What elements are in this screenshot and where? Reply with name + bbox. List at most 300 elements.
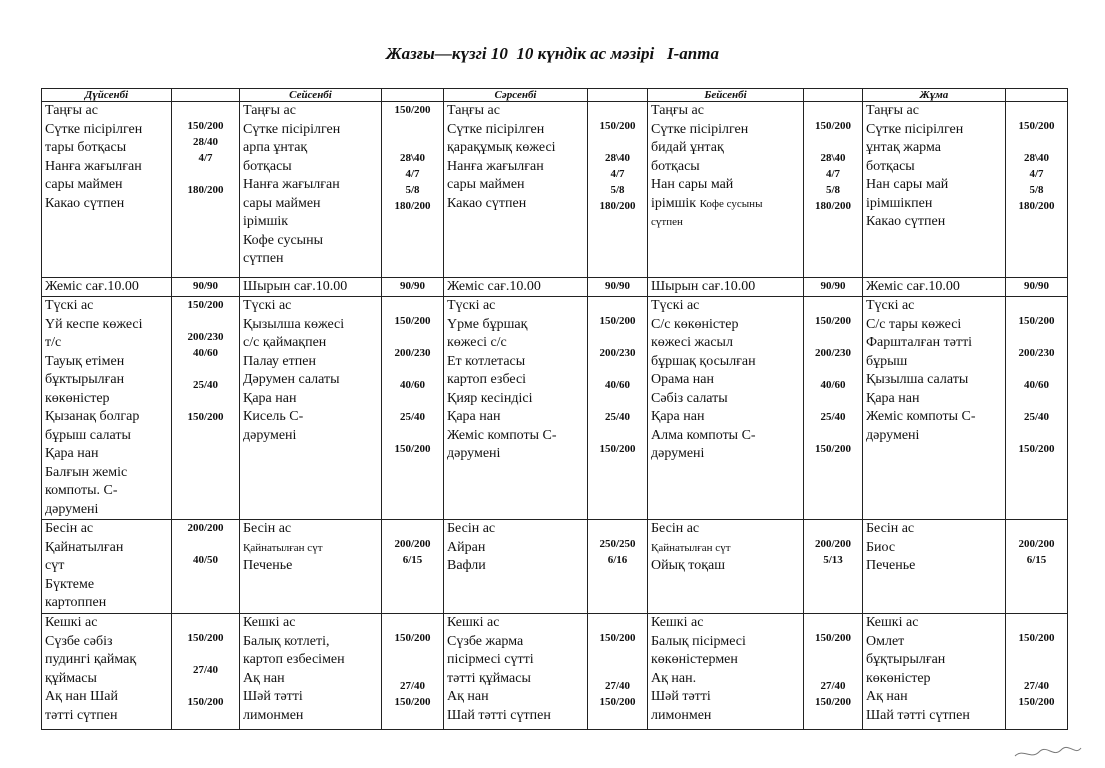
weight-line [175,393,236,409]
dish-line: бұрыш салаты [45,427,131,443]
weight-line [1009,425,1064,441]
weight-line [175,614,236,630]
weight-line [385,646,440,662]
dish-line: Шәй тәтті [243,689,303,704]
dish-line: сары маймен [447,177,525,192]
dish-line: Шай тәтті сүтпен [447,707,551,723]
lunch-weights [804,297,863,520]
snack-dish: Жеміс сағ.10.00 [863,278,1006,297]
dish-line: көкөністер [45,390,110,406]
weight-line [1009,297,1064,313]
dish-line: Какао сүтпен [866,214,946,229]
meal-row-snack [42,278,1068,297]
breakfast-weights [588,102,648,278]
dish-line: Орама нан [651,372,714,387]
dish-line: Үй кеспе көжесі [45,316,143,332]
meal-row-lunch [42,297,1068,520]
weight-line: 6/15 [1026,554,1047,566]
dinner-weights [804,614,863,730]
weight-line [807,134,859,150]
dish-line: көжесі жасыл [651,335,733,350]
weight-line: 4/7 [405,168,420,180]
dish-line: лимонмен [243,707,304,723]
afternoon-dishes [42,520,172,614]
weight-line [807,662,859,678]
weight-line: 150/200 [187,696,224,708]
dish-line: дәрумені [243,427,297,443]
snack-dish: Жеміс сағ.10.00 [42,278,172,297]
weight-line: 180/200 [599,200,636,212]
weight-line [591,393,644,409]
signature-mark [1013,744,1083,762]
weight-line: 150/200 [394,443,431,455]
dish-line: дәрумені [45,501,99,517]
dish-line: дәрумені [651,446,705,461]
dish-line: сүтпен [651,216,683,228]
dish-line: көкөністермен [651,652,738,667]
weight-line [1009,361,1064,377]
dish-line: дәрумені [447,446,501,461]
afternoon-weights [588,520,648,614]
weight-line [807,614,859,630]
weight-line [1009,662,1064,678]
dish-line: Нан сары май [651,177,734,192]
dish-line: пісірмесі сүтті [447,652,534,667]
snack-weight: 90/90 [382,278,444,297]
dish-line: Қара нан [651,409,705,424]
dish-line: қарақұмық көжесі [447,140,556,155]
dish-line: картоппен [45,595,107,610]
lunch-weights [588,297,648,520]
dish-line: Қара нан [243,390,297,406]
weight-line: 25/40 [604,411,631,423]
dish-line: Қызылша көжесі [243,316,345,332]
weight-line: 4/7 [610,168,625,180]
weight-line: 28\40 [820,152,846,164]
weight-line: 150/200 [599,696,636,708]
menu-table [41,88,1068,730]
weight-line [591,361,644,377]
weight-line [1009,646,1064,662]
dish-line: Қияр кесіндісі [447,390,533,406]
dish-line: Сәбіз салаты [651,390,728,406]
afternoon-weights [172,520,240,614]
dish-line: Кешкі ас [45,615,98,630]
dish-line: Жеміс компоты С- [447,427,557,443]
dish-line: Түскі ас [866,298,915,313]
dish-line: Какао сүтпен [447,195,527,211]
dish-line: Таңғы ас [866,103,919,118]
weight-line: 5/8 [1029,184,1044,196]
weight-line: 28\40 [399,152,426,164]
dish-line: Бүктеме [45,576,95,592]
weight-line: 150/200 [814,443,852,455]
weight-line: 150/200 [814,696,852,708]
dish-line: Сүтке пісірілген [45,121,143,137]
weight-line: 200/200 [814,538,852,550]
weight-line: 5/8 [405,184,420,196]
weight-line: 200/200 [187,522,224,534]
dish-line: Кешкі ас [243,615,296,630]
weight-line: 150/200 [1018,120,1055,132]
weight-line [385,361,440,377]
dish-line: бидай ұнтақ [651,140,724,155]
weight-line [175,646,236,662]
dish-line: Айран [447,539,486,555]
weight-line [807,393,859,409]
dish-line: Таңғы ас [651,103,704,118]
dish-line: Ет котлетасы [447,353,526,369]
weight-line [1009,102,1064,118]
weight-line [807,329,859,345]
afternoon-weights [382,520,444,614]
dish-line: ботқасы [243,158,292,174]
dish-line: с/с қаймақпен [243,335,327,350]
dish-line: Сүзбе сәбіз [45,633,113,649]
dish-line: Фаршталған тәтті [866,335,973,350]
dish-line: Қайнатылған [45,539,124,555]
weight-line [385,393,440,409]
breakfast-weights [1006,102,1068,278]
afternoon-weights [804,520,863,614]
dish-line: сары маймен [243,195,321,211]
dinner-weights [1006,614,1068,730]
weight-line: 250/250 [599,538,636,550]
weight-line [385,425,440,441]
lunch-dishes [444,297,588,520]
weight-line: 150/200 [187,120,224,132]
dish-line: Қара нан [447,409,501,424]
weight-line: 40/60 [192,347,219,359]
dish-line: бұқтырылған [866,652,946,667]
weight-line: 150/200 [1018,632,1055,644]
weight-line [1009,134,1064,150]
snack-weight: 90/90 [172,278,240,297]
dish-line: бұрыш [866,353,908,369]
weight-line: 180/200 [1018,200,1055,212]
dish-line: Ақ нан [447,689,489,704]
dish-line: Шәй тәтті [651,689,711,704]
dish-line: Нанға жағылған [45,158,142,174]
weight-line: 28/40 [192,136,219,148]
dish-line: Бесін ас [243,521,292,536]
breakfast-weights [172,102,240,278]
lunch-dishes [240,297,382,520]
weight-line [807,102,859,118]
weight-line [591,520,644,536]
dinner-weights [382,614,444,730]
afternoon-weights [1006,520,1068,614]
weight-line: 200/230 [394,347,431,359]
snack-weight: 90/90 [804,278,863,297]
snack-dish: Шырын сағ.10.00 [240,278,382,297]
dish-line: Ойық тоқаш [651,558,726,573]
dish-line: Кешкі ас [651,615,704,630]
dish-line: Таңғы ас [45,103,98,118]
dish-line: Нанға жағылған [243,177,340,192]
dish-line: Бесін ас [45,521,94,536]
lunch-dishes [648,297,804,520]
dinner-dishes [240,614,382,730]
dish-line: Үрме бұршақ [447,316,528,332]
weight-line [385,118,440,134]
dish-line: Ақ нан Шай [45,689,118,704]
weight-line: 25/40 [192,379,219,391]
weight-line [591,102,644,118]
dinner-dishes [863,614,1006,730]
weight-line: 28\40 [604,152,631,164]
dish-line: Нанға жағылған [447,158,544,174]
weight-line: 150/200 [394,632,431,644]
weight-line [591,662,644,678]
weight-line [807,297,859,313]
dish-line: компоты. С- [45,483,118,498]
weight-line: 6/15 [402,554,423,566]
weight-line [175,166,236,182]
dish-line: Бесін ас [651,521,700,536]
snack-weight: 90/90 [588,278,648,297]
dish-line: картоп езбесімен [243,652,345,667]
dish-line: Таңғы ас [243,103,296,118]
afternoon-dishes [444,520,588,614]
weight-line [385,134,440,150]
weight-line [591,646,644,662]
weight-line: 150/200 [599,315,636,327]
dish-line: Қайнатылған сүт [651,541,731,554]
dish-line: Кешкі ас [866,615,919,630]
weight-line [175,102,236,118]
dish-line: Кешкі ас [447,615,500,630]
dish-line: С/с көкөністер [651,316,739,332]
dish-line: Бесін ас [866,521,915,536]
weight-line [385,297,440,313]
weight-line: 150/200 [1018,315,1055,327]
weight-line: 150/200 [599,443,636,455]
dish-line: Таңғы ас [447,103,500,118]
snack-dish: Шырын сағ.10.00 [648,278,804,297]
weight-line: 150/200 [394,315,431,327]
weight-line: 180/200 [394,200,431,212]
meal-row-breakfast [42,102,1068,278]
weight-line: 25/40 [399,411,426,423]
weight-line: 150/200 [1018,443,1055,455]
dish-line: ботқасы [866,158,915,174]
lunch-weights [172,297,240,520]
lunch-dishes [42,297,172,520]
lunch-weights [382,297,444,520]
weight-line [1009,520,1064,536]
weight-line: 40/60 [399,379,426,391]
weight-line [385,614,440,630]
day-header: Бейсенбі [648,89,804,102]
weight-line [591,614,644,630]
dish-line: Палау етпен [243,353,316,369]
weight-line [591,425,644,441]
dish-line: Нан сары май [866,177,949,192]
weight-line [385,662,440,678]
meal-row-dinner [42,614,1068,730]
snack-dish: Жеміс сағ.10.00 [444,278,588,297]
dish-line: тәтті құймасы [447,670,531,686]
day-header: Жұма [863,89,1006,102]
day-header: Сейсенбі [240,89,382,102]
dish-line: Ақ нан [866,689,908,704]
dish-line: Қайнатылған сүт [243,541,323,554]
weight-line: 150/200 [814,120,852,132]
weight-line: 150/200 [814,632,852,644]
lunch-weights [1006,297,1068,520]
dish-line: Печенье [243,558,293,573]
weight-line: 4/7 [825,168,841,180]
dish-line: Қара нан [866,390,920,406]
weight-line [175,678,236,694]
breakfast-weights [804,102,863,278]
dish-line: ірімшікпен [866,195,933,211]
day-header: Дүйсенбі [42,89,172,102]
dish-line: Какао сүтпен [45,195,125,211]
weight-line [807,646,859,662]
dish-line: сары маймен [45,177,123,192]
dish-line: Түскі ас [243,298,292,313]
weight-line: 27/40 [1023,680,1050,692]
dish-line: Дәрумен салаты [243,372,340,387]
weight-line: 27/40 [604,680,631,692]
weight-line: 200/230 [599,347,636,359]
breakfast-dishes [240,102,382,278]
weight-line: 150/200 [599,120,636,132]
breakfast-weights [382,102,444,278]
dinner-weights [588,614,648,730]
dish-line: Кисель С- [243,409,304,424]
weight-line: 150/200 [394,696,431,708]
dish-line: арпа ұнтақ [243,140,308,155]
weight-line: 150/200 [187,632,224,644]
dish-line: Алма компоты С- [651,427,756,443]
dinner-weights [172,614,240,730]
dish-line: Печенье [866,558,916,573]
weight-line: 150/200 [1018,696,1055,708]
dish-line: ботқасы [651,158,700,174]
weight-line [591,329,644,345]
weight-line [175,313,236,329]
weight-line [175,361,236,377]
dish-line: бұршақ қосылған [651,353,756,369]
lunch-dishes [863,297,1006,520]
dish-line: Ақ нан. [651,670,697,686]
dish-line: көжесі с/с [447,335,507,350]
weight-line: 27/40 [820,680,846,692]
weight-line: 200/230 [814,347,852,359]
dish-line: көкөністер [866,670,931,686]
dish-line: тәтті сүтпен [45,707,118,723]
dish-line: ірімшік Кофе сусыны [651,195,763,211]
weight-line: 6/16 [607,554,628,566]
breakfast-dishes [648,102,804,278]
dish-line: Қара нан [45,446,99,461]
dish-line: Сүзбе жарма [447,633,524,649]
dish-line: Тауық етімен [45,353,125,369]
dish-line: лимонмен [651,707,712,723]
weight-line: 25/40 [820,411,846,423]
weight-line [1009,393,1064,409]
dish-line: пудингі қаймақ [45,652,137,667]
dish-line: Қызанақ болгар [45,409,140,424]
dish-line: Сүтке пісірілген [243,121,341,137]
dish-line: Қызылша салаты [866,372,969,387]
weight-line: 150/200 [187,299,224,311]
dish-line: ірімшік [243,214,289,229]
weight-line [1009,329,1064,345]
dish-line: ұнтақ жарма [866,140,941,155]
weight-line: 40/50 [192,554,219,566]
meal-row-afternoon [42,520,1068,614]
weight-line: 200/200 [394,538,431,550]
menu-title: Жазғы—күзгі 10 10 күндік ас мәзірі І-апта [386,44,719,63]
dish-line: сүтпен [243,251,284,266]
weight-line: 180/200 [814,200,852,212]
weight-line: 150/200 [187,411,224,423]
weight-line [807,361,859,377]
weight-line [807,425,859,441]
weight-line: 27/40 [192,664,219,676]
dish-line: Ақ нан [243,670,285,686]
weight-line: 4/7 [1029,168,1044,180]
dish-line: бұктырылған [45,372,125,387]
dish-line: Түскі ас [651,298,700,313]
weight-line: 200/230 [187,331,224,343]
dish-line: дәрумені [866,427,920,443]
day-header: Сәрсенбі [444,89,588,102]
dish-line: картоп езбесі [447,372,527,387]
weight-line: 200/200 [1018,538,1055,550]
dish-line: Бесін ас [447,521,496,536]
day-header-row [42,89,1068,102]
weight-line [591,297,644,313]
dish-line: Түскі ас [447,298,496,313]
weight-line: 150/200 [599,632,636,644]
weight-line: 28\40 [1023,152,1050,164]
weight-line [385,329,440,345]
dish-line: Биос [866,539,896,555]
afternoon-dishes [863,520,1006,614]
weight-line: 40/60 [1023,379,1050,391]
breakfast-dishes [444,102,588,278]
weight-line [175,536,236,552]
dish-line: Балық котлеті, [243,633,330,649]
breakfast-dishes [42,102,172,278]
afternoon-dishes [240,520,382,614]
dish-line: Балық пісірмесі [651,633,746,649]
dinner-dishes [648,614,804,730]
weight-line: 27/40 [399,680,426,692]
breakfast-dishes [863,102,1006,278]
weight-line: 5/13 [823,554,843,566]
snack-weight: 90/90 [1006,278,1068,297]
dish-line: С/с тары көжесі [866,316,962,332]
dish-line: Омлет [866,633,905,649]
dish-line: сүт [45,558,65,573]
dish-line: Түскі ас [45,298,94,313]
weight-line [1009,614,1064,630]
dinner-dishes [444,614,588,730]
weight-line: 5/8 [610,184,625,196]
dish-line: Кофе сусыны [243,232,323,248]
dish-line: құймасы [45,670,97,686]
weight-line: 150/200 [394,104,431,116]
dish-line: тары ботқасы [45,140,127,155]
weight-line: 40/60 [820,379,846,391]
dish-line: Жеміс компоты С- [866,409,976,424]
